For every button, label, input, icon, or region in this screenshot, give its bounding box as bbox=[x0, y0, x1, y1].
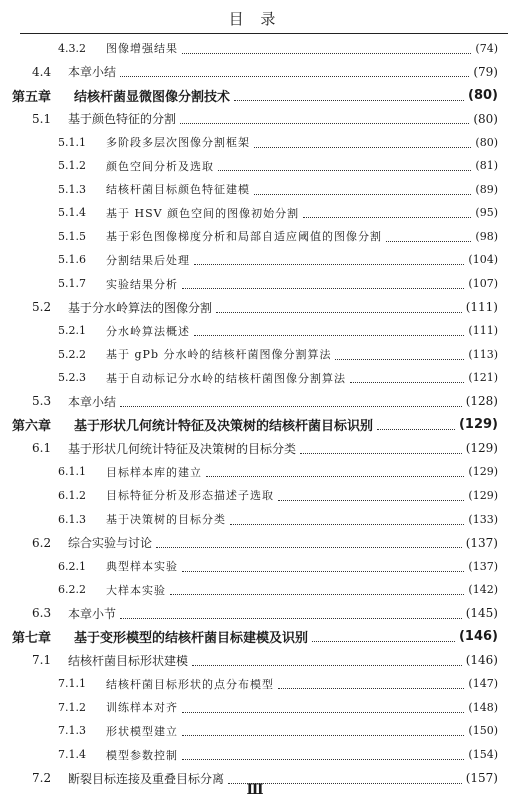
entry-number: 5.2.3 bbox=[58, 371, 86, 385]
entry-number: 第六章 bbox=[12, 419, 52, 435]
entry-number: 5.1.5 bbox=[58, 229, 86, 243]
toc-subsection-entry bbox=[0, 696, 510, 718]
entry-number: 5.1.3 bbox=[58, 182, 86, 196]
entry-title: 实验结果分析 bbox=[106, 277, 178, 291]
toc-subsection-entry bbox=[0, 273, 510, 295]
header-rule bbox=[20, 33, 508, 34]
entry-page-number: (79) bbox=[473, 64, 498, 79]
toc-subsection-entry bbox=[0, 720, 510, 742]
entry-title: 基于形状几何统计特征及决策树的结核杆菌目标识别 bbox=[74, 419, 374, 435]
entry-title: 典型样本实验 bbox=[106, 560, 178, 574]
dot-leader bbox=[182, 571, 464, 572]
toc-subsection-entry bbox=[0, 673, 510, 695]
entry-title: 基于分水岭算法的图像分割 bbox=[68, 300, 213, 315]
entry-title: 模型参数控制 bbox=[106, 748, 178, 762]
entry-number: 6.1.3 bbox=[58, 512, 86, 526]
entry-number: 7.1.2 bbox=[58, 700, 86, 714]
dot-leader bbox=[300, 453, 462, 454]
toc-subsection-entry bbox=[0, 484, 510, 506]
entry-number: 7.1.4 bbox=[58, 748, 86, 761]
entry-page-number: (129) bbox=[468, 488, 498, 502]
entry-number: 6.1.2 bbox=[58, 488, 86, 502]
entry-title: 分割结果后处理 bbox=[106, 253, 190, 267]
entry-page-number: (121) bbox=[468, 371, 498, 385]
toc-subsection-entry bbox=[0, 225, 510, 247]
entry-title: 基于形状几何统计特征及决策树的目标分类 bbox=[68, 441, 297, 456]
entry-number: 5.1.6 bbox=[58, 253, 86, 267]
dot-leader bbox=[350, 382, 464, 383]
toc-subsection-entry bbox=[0, 202, 510, 224]
toc-subsection-entry bbox=[0, 178, 510, 200]
entry-page-number: (142) bbox=[468, 583, 498, 597]
toc-subsection-entry bbox=[0, 343, 510, 365]
dot-leader bbox=[194, 264, 464, 265]
toc-chapter-entry bbox=[0, 414, 510, 436]
dot-leader bbox=[254, 147, 471, 148]
entry-title: 目标样本库的建立 bbox=[106, 465, 202, 479]
entry-page-number: (129) bbox=[468, 465, 498, 479]
entry-title: 基于颜色特征的分割 bbox=[68, 112, 177, 127]
entry-number: 4.3.2 bbox=[58, 41, 86, 55]
toc-subsection-entry bbox=[0, 508, 510, 530]
dot-leader bbox=[194, 335, 464, 336]
entry-number: 5.2.1 bbox=[58, 324, 86, 338]
entry-title: 基于自动标记分水岭的结核杆菌图像分割算法 bbox=[106, 371, 346, 385]
entry-page-number: (137) bbox=[468, 559, 498, 573]
entry-page-number: (80) bbox=[473, 111, 498, 126]
toc-chapter-entry bbox=[0, 84, 510, 106]
toc-subsection-entry bbox=[0, 555, 510, 577]
toc-subsection-entry bbox=[0, 155, 510, 177]
entry-number: 5.3 bbox=[32, 394, 52, 409]
entry-page-number: (89) bbox=[475, 182, 498, 196]
entry-number: 5.1.4 bbox=[58, 206, 86, 220]
entry-title: 形状模型建立 bbox=[106, 724, 178, 738]
entry-title: 颜色空间分析及选取 bbox=[106, 159, 214, 173]
entry-page-number: (157) bbox=[465, 771, 498, 786]
entry-number: 第五章 bbox=[12, 89, 52, 105]
entry-page-number: (111) bbox=[468, 324, 498, 338]
dot-leader bbox=[120, 618, 462, 619]
entry-number: 5.2 bbox=[32, 300, 52, 315]
page-header bbox=[0, 0, 510, 40]
entry-title: 本章小结 bbox=[68, 394, 117, 409]
dot-leader bbox=[335, 359, 464, 360]
dot-leader bbox=[278, 500, 464, 501]
dot-leader bbox=[303, 217, 471, 218]
entry-page-number: (146) bbox=[465, 653, 498, 668]
entry-title: 基于 gPb 分水岭的结核杆菌图像分割算法 bbox=[106, 348, 332, 362]
entry-number: 7.1.1 bbox=[58, 677, 86, 691]
toc-section-entry bbox=[0, 296, 510, 318]
entry-title: 基于 HSV 颜色空间的图像初始分割 bbox=[106, 206, 300, 220]
entry-page-number: (107) bbox=[468, 277, 498, 290]
entry-page-number: (98) bbox=[475, 229, 498, 243]
dot-leader bbox=[170, 594, 464, 595]
toc-subsection-entry bbox=[0, 579, 510, 601]
dot-leader bbox=[156, 547, 462, 548]
entry-number: 5.1.1 bbox=[58, 135, 86, 149]
entry-number: 7.1 bbox=[32, 653, 52, 668]
toc-section-entry bbox=[0, 602, 510, 624]
dot-leader bbox=[206, 476, 464, 477]
entry-page-number: (154) bbox=[468, 748, 498, 761]
entry-number: 6.3 bbox=[32, 606, 52, 621]
entry-title: 多阶段多层次图像分割框架 bbox=[106, 136, 250, 150]
toc-subsection-entry bbox=[0, 131, 510, 153]
entry-number: 6.2.1 bbox=[58, 559, 86, 573]
entry-page-number: (113) bbox=[468, 347, 498, 361]
toc-heading: 目 录 bbox=[228, 10, 282, 28]
dot-leader bbox=[386, 241, 471, 242]
toc-chapter-entry bbox=[0, 626, 510, 648]
toc-section-entry bbox=[0, 532, 510, 554]
dot-leader bbox=[192, 665, 462, 666]
entry-title: 综合实验与讨论 bbox=[68, 536, 153, 551]
dot-leader bbox=[278, 688, 464, 689]
dot-leader bbox=[216, 312, 462, 313]
entry-number: 4.4 bbox=[32, 64, 52, 79]
toc-section-entry bbox=[0, 108, 510, 130]
dot-leader bbox=[180, 123, 469, 124]
entry-page-number: (128) bbox=[465, 394, 498, 409]
entry-title: 结核杆菌目标颜色特征建模 bbox=[106, 183, 250, 197]
entry-page-number: (145) bbox=[465, 606, 498, 621]
toc-subsection-entry bbox=[0, 249, 510, 271]
entry-page-number: (133) bbox=[468, 512, 498, 526]
entry-page-number: (148) bbox=[468, 700, 498, 714]
entry-number: 6.2 bbox=[32, 535, 52, 550]
entry-page-number: (95) bbox=[475, 206, 498, 220]
entry-number: 5.2.2 bbox=[58, 347, 86, 361]
toc-section-entry bbox=[0, 437, 510, 459]
entry-title: 训练样本对齐 bbox=[106, 701, 178, 715]
entry-title: 本章小节 bbox=[68, 606, 117, 621]
entry-page-number: (81) bbox=[475, 159, 498, 173]
entry-page-number: (80) bbox=[475, 135, 498, 149]
entry-page-number: (147) bbox=[468, 677, 498, 691]
entry-number: 5.1.2 bbox=[58, 159, 86, 173]
toc-section-entry bbox=[0, 390, 510, 412]
dot-leader bbox=[254, 194, 471, 195]
entry-title: 本章小结 bbox=[68, 65, 117, 80]
entry-page-number: (146) bbox=[458, 629, 498, 645]
toc-subsection-entry bbox=[0, 461, 510, 483]
entry-page-number: (111) bbox=[465, 300, 498, 315]
toc-subsection-entry bbox=[0, 320, 510, 342]
dot-leader bbox=[182, 288, 464, 289]
entry-title: 基于决策树的目标分类 bbox=[106, 513, 226, 526]
toc-section-entry bbox=[0, 61, 510, 83]
dot-leader bbox=[182, 759, 464, 760]
entry-number: 5.1 bbox=[32, 111, 52, 126]
toc-subsection-entry bbox=[0, 744, 510, 766]
entry-page-number: (104) bbox=[468, 253, 498, 267]
toc-subsection-entry bbox=[0, 367, 510, 389]
dot-leader bbox=[234, 100, 464, 101]
entry-number: 7.2 bbox=[32, 771, 52, 786]
dot-leader bbox=[182, 735, 464, 736]
entry-page-number: (150) bbox=[468, 724, 498, 738]
entry-title: 基于变形模型的结核杆菌目标建模及识别 bbox=[74, 631, 309, 647]
entry-title: 大样本实验 bbox=[106, 583, 166, 597]
entry-number: 6.1 bbox=[32, 441, 52, 456]
entry-title: 结核杆菌目标形状建模 bbox=[68, 653, 189, 668]
entry-title: 断裂目标连接及重叠目标分离 bbox=[68, 771, 225, 786]
entry-title: 图像增强结果 bbox=[106, 42, 178, 55]
entry-page-number: (80) bbox=[468, 87, 498, 103]
entry-number: 7.1.3 bbox=[58, 724, 86, 738]
entry-number: 5.1.7 bbox=[58, 277, 86, 290]
entry-page-number: (129) bbox=[465, 441, 498, 456]
page-number: Ⅲ bbox=[246, 782, 264, 798]
entry-number: 6.2.2 bbox=[58, 583, 86, 597]
entry-page-number: (129) bbox=[458, 417, 498, 433]
entry-page-number: (74) bbox=[475, 41, 498, 55]
entry-title: 分水岭算法概述 bbox=[106, 324, 190, 338]
entry-title: 目标特征分析及形态描述子选取 bbox=[106, 489, 274, 503]
dot-leader bbox=[230, 524, 464, 525]
toc-section-entry bbox=[0, 649, 510, 671]
entry-title: 基于彩色图像梯度分析和局部自适应阈值的图像分割 bbox=[106, 230, 382, 244]
entry-title: 结核杆菌显微图像分割技术 bbox=[74, 89, 231, 105]
dot-leader bbox=[120, 76, 469, 77]
dot-leader bbox=[312, 641, 455, 642]
entry-title: 结核杆菌目标形状的点分布模型 bbox=[106, 677, 274, 691]
dot-leader bbox=[218, 170, 471, 171]
dot-leader bbox=[377, 429, 455, 430]
toc-subsection-entry bbox=[0, 37, 510, 59]
dot-leader bbox=[182, 53, 471, 54]
entry-page-number: (137) bbox=[465, 535, 498, 550]
dot-leader bbox=[182, 712, 464, 713]
entry-number: 第七章 bbox=[12, 631, 52, 647]
entry-number: 6.1.1 bbox=[58, 465, 86, 479]
dot-leader bbox=[120, 406, 462, 407]
